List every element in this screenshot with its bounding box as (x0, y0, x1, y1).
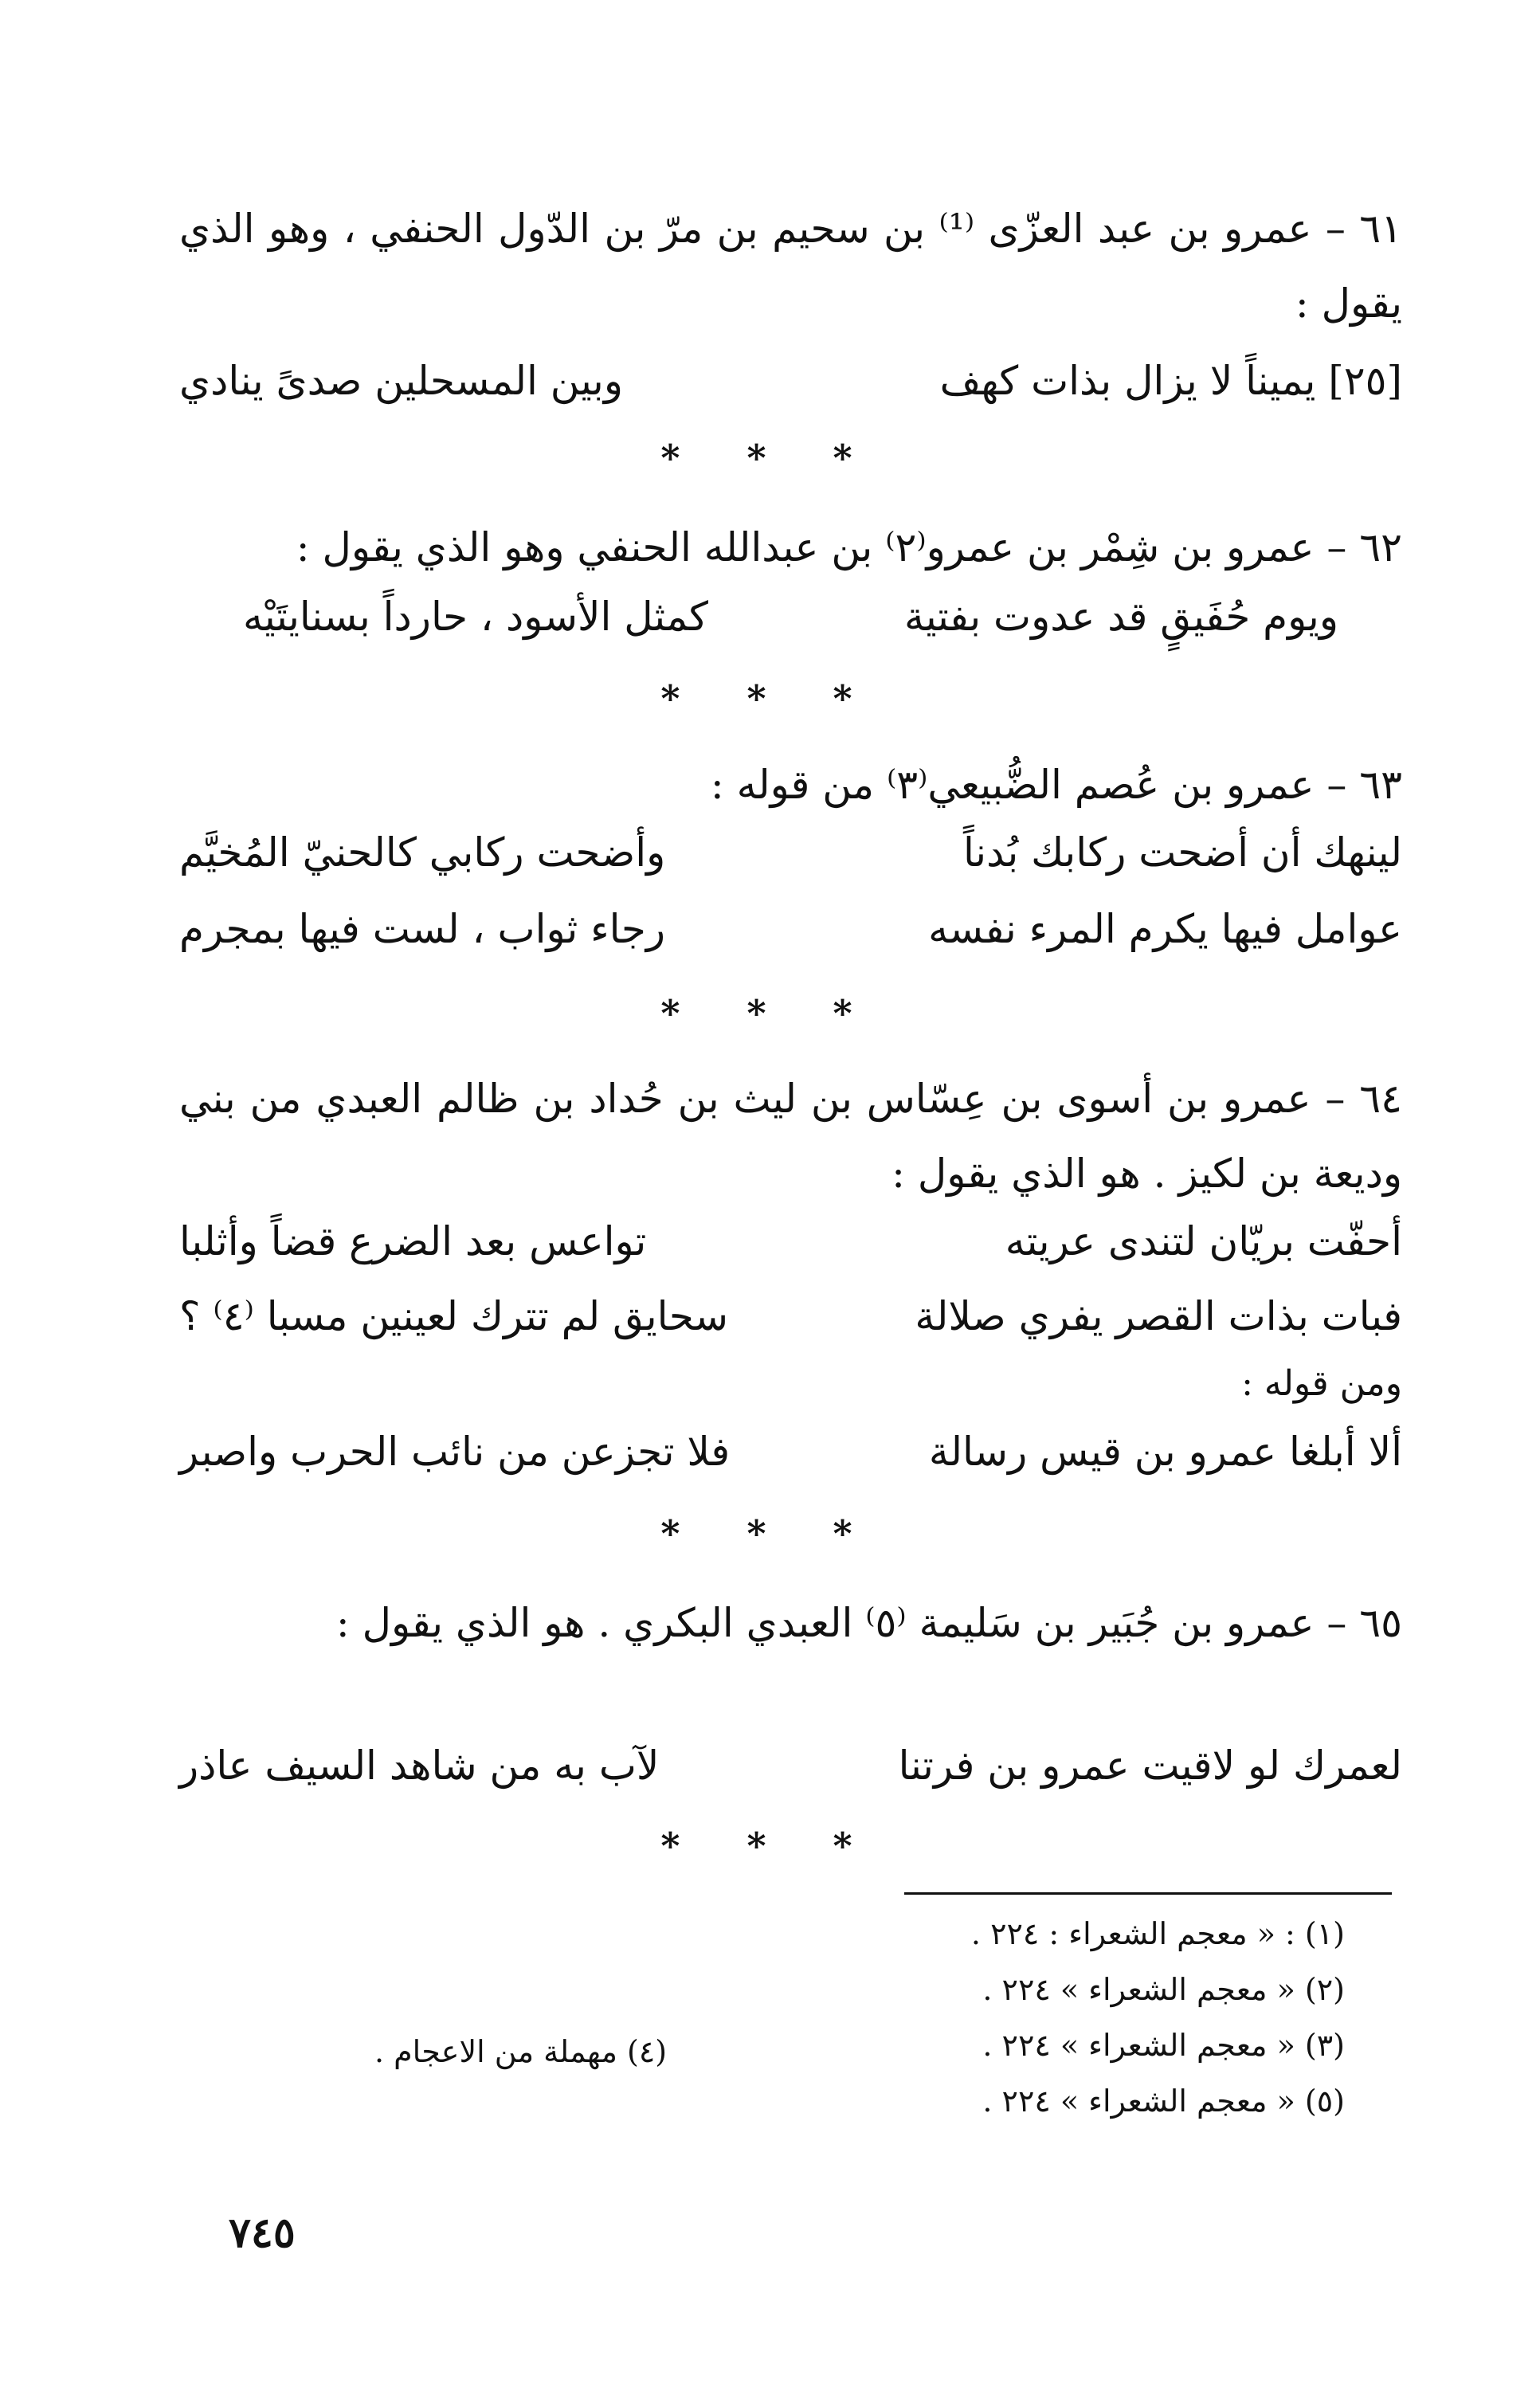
entry-65-heading: ٦٥ – عمرو بن جُبَير بن سَليمة ⁽٥⁾ العبدي البكري . هو الذي يقول : (335, 1600, 1402, 1646)
verse-first-hemistich: فبات بذات القصر يفري صلالة (915, 1293, 1402, 1339)
footnote-2: (٢) « معجم الشعراء » ٢٢٤ . (982, 1972, 1345, 2007)
verse-row (179, 1203, 1402, 1280)
verse-first-hemistich: لعمرك لو لاقيت عمرو بن فرتنا (898, 1743, 1402, 1789)
footnote-5: (٥) « معجم الشعراء » ٢٢٤ . (982, 2084, 1345, 2119)
verse-row (179, 1278, 1402, 1354)
verse-row (179, 1413, 1402, 1490)
verse-second-hemistich: رجاء ثواب ، لست فيها بمجرم (179, 906, 665, 952)
entry-61-heading: ٦١ – عمرو بن عبد العزّى ⁽¹⁾ بن سحيم بن مرّ بن الدّول الحنفي ، وهو الذي يقول : (179, 206, 1403, 327)
verse-second-hemistich: وأضحت ركابي كالحنيّ المُخيَّم (179, 829, 666, 876)
entry-63-heading: ٦٣ – عمرو بن عُصم الضُّبيعي⁽٣⁾ من قوله : (710, 762, 1402, 808)
verse-row (243, 578, 1338, 655)
verse-first-hemistich: لينهك أن أضحت ركابك بُدناً (962, 829, 1402, 876)
entry-64-extra-label: ومن قوله : (1241, 1363, 1402, 1404)
verse-second-hemistich: كمثل الأسود ، حارداً بسنايتَيْه (243, 594, 708, 640)
verse-second-hemistich: لآب به من شاهد السيف عاذر (179, 1743, 660, 1789)
section-separator: * * * (660, 437, 880, 480)
section-separator: * * * (660, 1512, 880, 1555)
verse-row (179, 891, 1402, 967)
verse-first-hemistich: ألا أبلغا عمرو بن قيس رسالة (928, 1429, 1402, 1475)
verse-second-hemistich: تواعس بعد الضرع قضاً وأثلبا (179, 1218, 647, 1264)
verse-second-hemistich: فلا تجزعن من نائب الحرب واصبر (179, 1429, 731, 1475)
verse-second-hemistich: وبين المسحلين صدىً ينادي (179, 358, 623, 404)
entry-64-heading: ٦٤ – عمرو بن أسوى بن عِسّاس بن ليث بن حُداد بن ظالم العبدي من بني وديعة بن لكيز . هو الذي يقول : (179, 1076, 1402, 1197)
section-separator: * * * (660, 1825, 880, 1868)
verse-first-hemistich: [٢٥] يميناً لا يزال بذات كهف (939, 358, 1402, 404)
section-separator: * * * (660, 677, 880, 720)
verse-first-hemistich: ويوم حُفَيقٍ قد عدوت بفتية (903, 594, 1338, 640)
verse-row (179, 1727, 1402, 1804)
footnote-1: (١) : « معجم الشعراء : ٢٢٤ . (970, 1916, 1345, 1951)
footnote-4: (٤) مهملة من الاعجام . (374, 2034, 668, 2069)
section-separator: * * * (660, 992, 880, 1035)
verse-first-hemistich: عوامل فيها يكرم المرء نفسه (928, 906, 1402, 952)
verse-second-hemistich: سحايق لم تترك لعينين مسبا ⁽٤⁾ ؟ (179, 1293, 729, 1339)
footnote-rule (904, 1892, 1392, 1895)
verse-first-hemistich: أحفّت بريّان لتندى عريته (1005, 1218, 1402, 1264)
verse-row (179, 814, 1402, 891)
page-number: ٧٤٥ (229, 2209, 296, 2257)
entry-62-heading: ٦٢ – عمرو بن شِمْر بن عمرو⁽٢⁾ بن عبدالله الحنفي وهو الذي يقول : (296, 524, 1402, 570)
verse-row (179, 343, 1402, 419)
footnote-3: (٣) « معجم الشعراء » ٢٢٤ . (982, 2028, 1345, 2063)
